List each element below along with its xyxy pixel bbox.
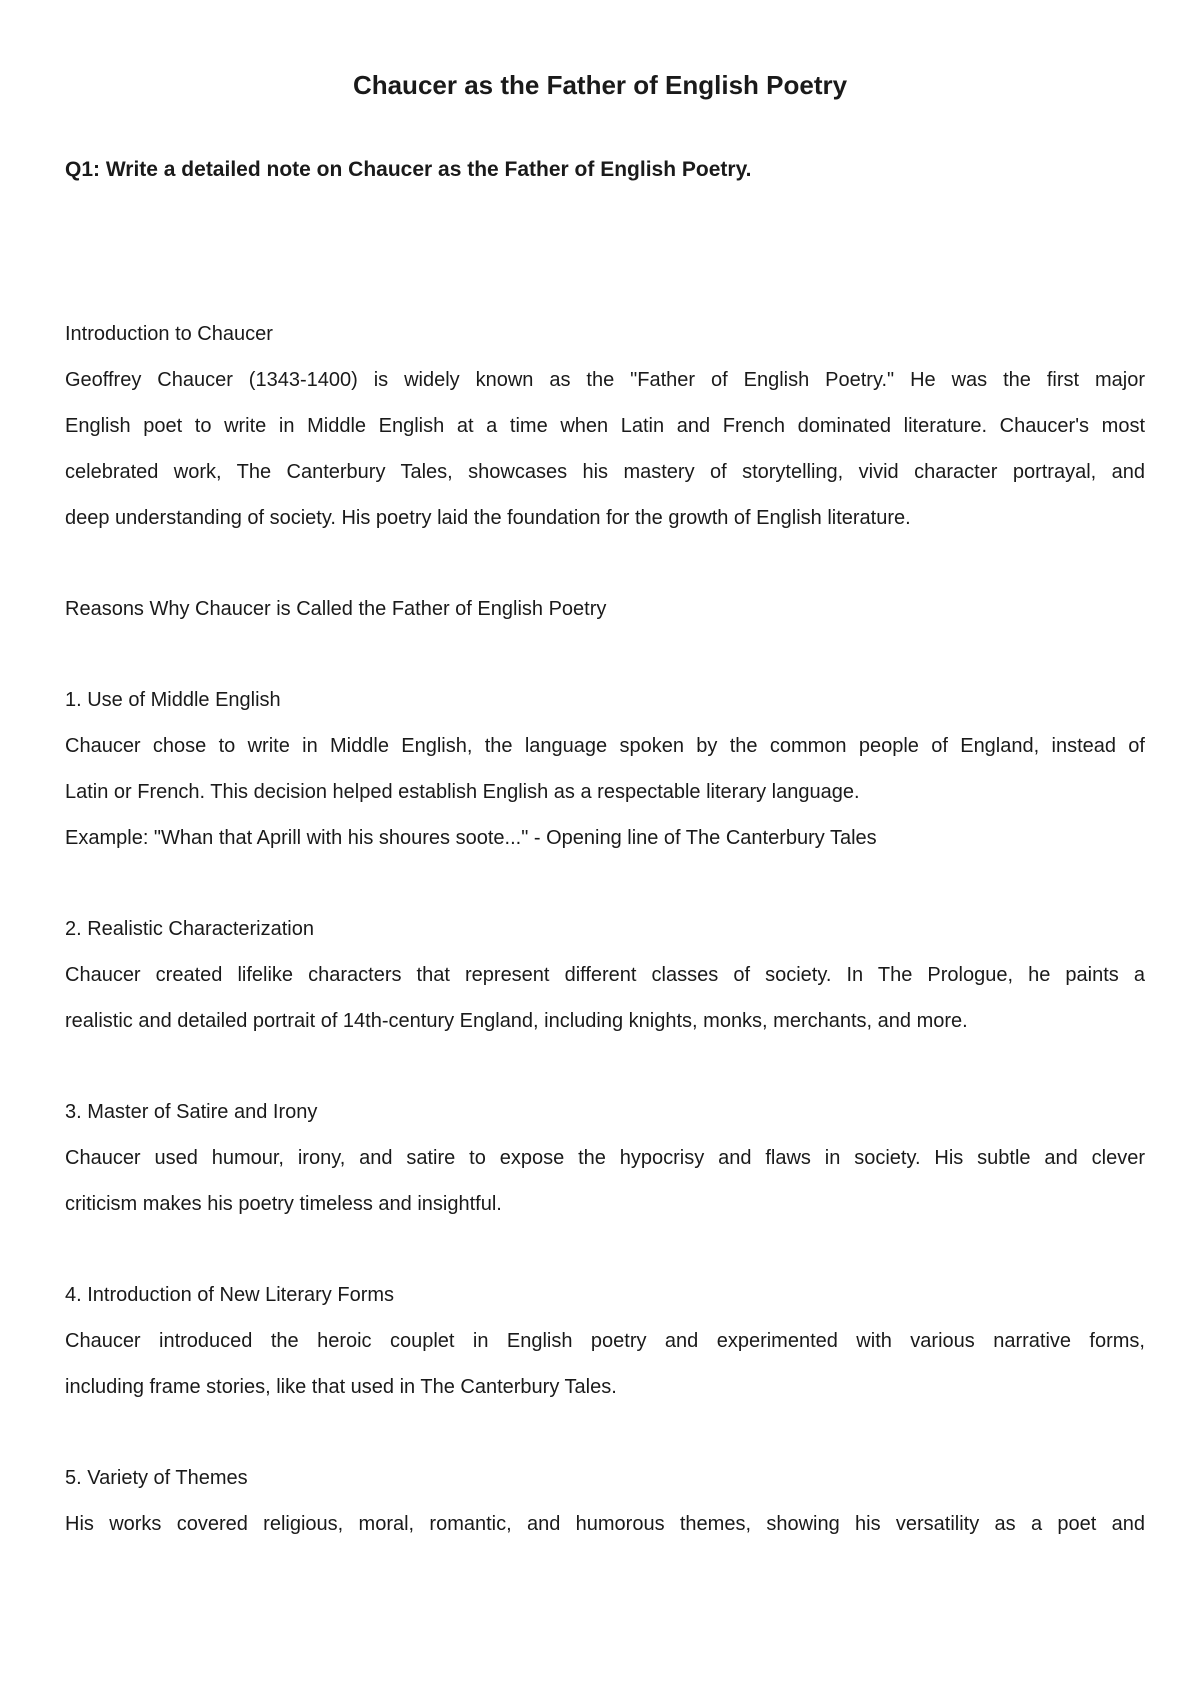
section-line: Chaucer used humour, irony, and satire to expose the hypocrisy and flaws in society. His subtle and clever	[65, 1147, 1145, 1169]
intro-heading: Introduction to Chaucer	[65, 323, 273, 345]
section-line: His works covered religious, moral, romantic, and humorous themes, showing his versatility as a poet and	[65, 1513, 1145, 1535]
question-heading: Q1: Write a detailed note on Chaucer as the Father of English Poetry.	[65, 158, 752, 181]
section-line: Chaucer chose to write in Middle English, the language spoken by the common people of England, instead of	[65, 735, 1145, 757]
section-line: Chaucer created lifelike characters that represent different classes of society. In The Prologue, he paints a	[65, 964, 1145, 986]
paragraph-gap	[65, 1227, 1145, 1272]
section-heading-themes: 5. Variety of Themes	[65, 1467, 248, 1489]
section-line: Chaucer introduced the heroic couplet in English poetry and experimented with various narrative forms,	[65, 1330, 1145, 1352]
document-title: Chaucer as the Father of English Poetry	[352, 70, 848, 100]
section-line: Example: "Whan that Aprill with his shoures soote..." - Opening line of The Canterbury Tales	[65, 827, 877, 849]
section-heading-characterization: 2. Realistic Characterization	[65, 918, 314, 940]
section-heading-literary-forms: 4. Introduction of New Literary Forms	[65, 1284, 395, 1306]
paragraph-gap	[65, 632, 1145, 677]
reasons-heading: Reasons Why Chaucer is Called the Father of English Poetry	[65, 598, 607, 620]
section-line: criticism makes his poetry timeless and insightful.	[65, 1193, 502, 1215]
intro-line: English poet to write in Middle English at a time when Latin and French dominated literature. Chaucer's most	[65, 415, 1145, 437]
document-body	[65, 311, 1145, 1547]
section-line: realistic and detailed portrait of 14th-century England, including knights, monks, merchants, and more.	[65, 1010, 968, 1032]
section-line: including frame stories, like that used in The Canterbury Tales.	[65, 1376, 617, 1398]
section-heading-middle-english: 1. Use of Middle English	[65, 689, 281, 711]
section-heading-satire: 3. Master of Satire and Irony	[65, 1101, 318, 1123]
section-line: Latin or French. This decision helped establish English as a respectable literary language.	[65, 781, 860, 803]
paragraph-gap	[65, 1410, 1145, 1455]
paragraph-gap	[65, 1044, 1145, 1089]
paragraph-gap	[65, 861, 1145, 906]
intro-line: celebrated work, The Canterbury Tales, showcases his mastery of storytelling, vivid character portrayal, and	[65, 461, 1145, 483]
intro-line: Geoffrey Chaucer (1343-1400) is widely known as the "Father of English Poetry." He was the first major	[65, 369, 1145, 391]
intro-line: deep understanding of society. His poetry laid the foundation for the growth of English literature.	[65, 507, 911, 529]
paragraph-gap	[65, 541, 1145, 586]
